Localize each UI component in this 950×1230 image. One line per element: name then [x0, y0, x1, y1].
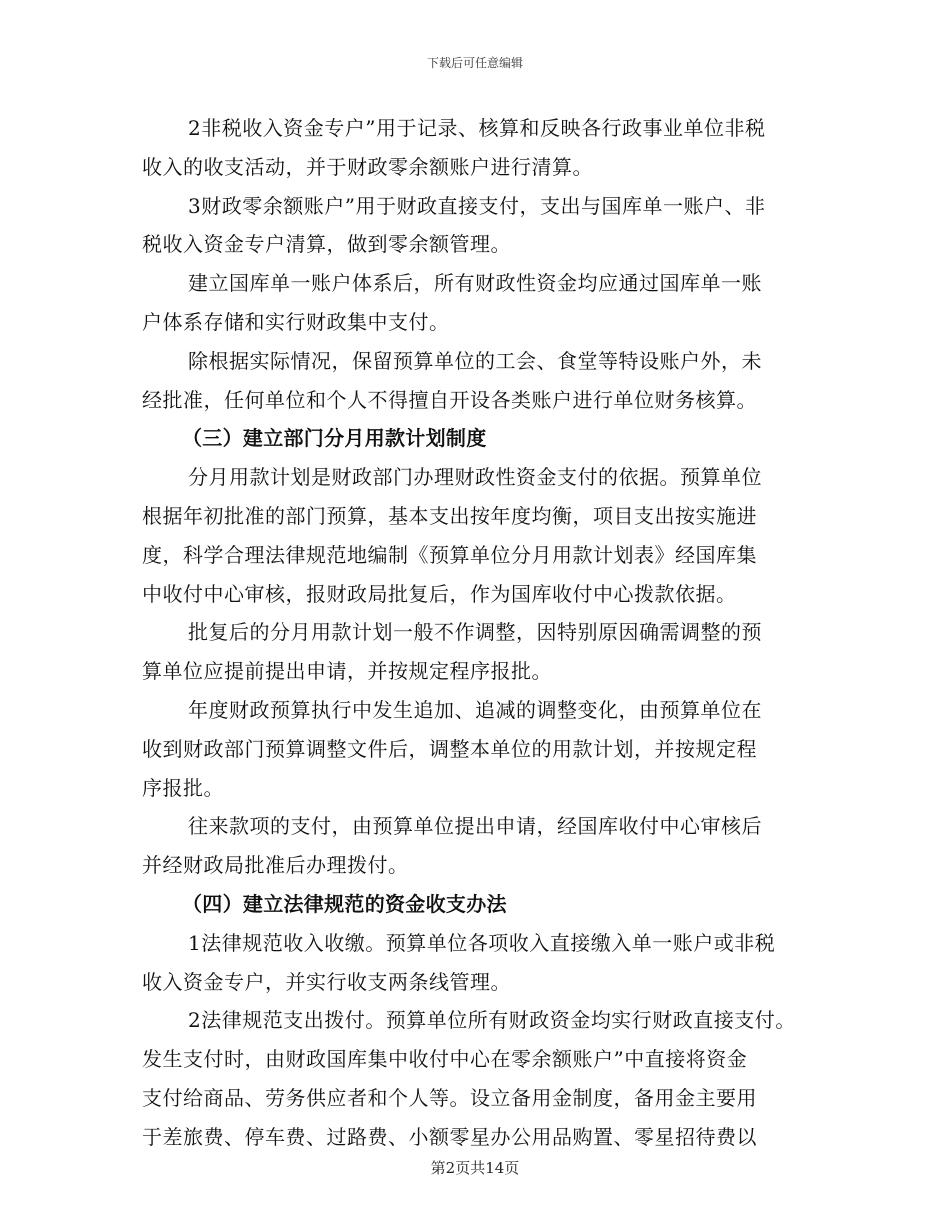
paragraph-line: 3财政零余额账户”用于财政直接支付，支出与国库单一账户、非: [188, 193, 766, 218]
paragraph-line: 算单位应提前提出申请，并按规定程序报批。: [142, 659, 552, 684]
paragraph-line: 收入的收支活动，并于财政零余额账户进行清算。: [142, 154, 593, 179]
paragraph-line: 户体系存储和实行财政集中支付。: [142, 309, 450, 334]
paragraph-line: 收到财政部门预算调整文件后，调整本单位的用款计划，并按规定程: [142, 736, 757, 761]
page-footer: 第2页共14页: [430, 1159, 520, 1177]
section-heading: （三）建立部门分月用款计划制度: [182, 426, 487, 451]
paragraph-line: 年度财政预算执行中发生追加、追减的调整变化，由预算单位在: [188, 697, 762, 722]
paragraph-line: 除根据实际情况，保留预算单位的工会、食堂等特设账户外，未: [188, 348, 762, 373]
paragraph-line: 中收付中心审核，报财政局批复后，作为国库收付中心拨款依据。: [142, 581, 737, 606]
paragraph-line: 分月用款计划是财政部门办理财政性资金支付的依据。预算单位: [188, 465, 762, 490]
paragraph-line: 往来款项的支付，由预算单位提出申请，经国库收付中心审核后: [188, 814, 762, 839]
paragraph-line: 根据年初批准的部门预算，基本支出按年度均衡，项目支出按实施进: [142, 503, 757, 528]
paragraph-line: 1法律规范收入收缴。预算单位各项收入直接缴入单一账户或非税: [188, 930, 776, 955]
page-header: 下载后可任意编辑: [426, 56, 523, 70]
paragraph-line: 发生支付时，由财政国库集中收付中心在零余额账户”中直接将资金: [142, 1047, 748, 1072]
paragraph-line: 收入资金专户，并实行收支两条线管理。: [142, 969, 511, 994]
paragraph-line: 税收入资金专户清算，做到零余额管理。: [142, 232, 511, 257]
document-body: [142, 109, 842, 1157]
paragraph-line: 2法律规范支出拨付。预算单位所有财政资金均实行财政直接支付。: [188, 1008, 796, 1033]
paragraph-line: 于差旅费、停车费、过路费、小额零星办公用品购置、零星招待费以: [142, 1124, 757, 1149]
section-heading: （四）建立法律规范的资金收支办法: [182, 891, 507, 916]
paragraph-line: 建立国库单一账户体系后，所有财政性资金均应通过国库单一账: [188, 271, 762, 296]
paragraph-line: 序报批。: [142, 775, 224, 800]
paragraph-line: 2非税收入资金专户”用于记录、核算和反映各行政事业单位非税: [188, 116, 766, 140]
paragraph-line: 并经财政局批准后办理拨付。: [142, 853, 409, 878]
paragraph-line: 支付给商品、劳务供应者和个人等。设立备用金制度，备用金主要用: [142, 1085, 757, 1110]
paragraph-line: 度，科学合理法律规范地编制《预算单位分月用款计划表》经国库集: [142, 542, 757, 567]
paragraph-line: 批复后的分月用款计划一般不作调整，因特别原因确需调整的预: [188, 620, 762, 645]
paragraph-line: 经批准，任何单位和个人不得擅自开设各类账户进行单位财务核算。: [142, 387, 757, 412]
